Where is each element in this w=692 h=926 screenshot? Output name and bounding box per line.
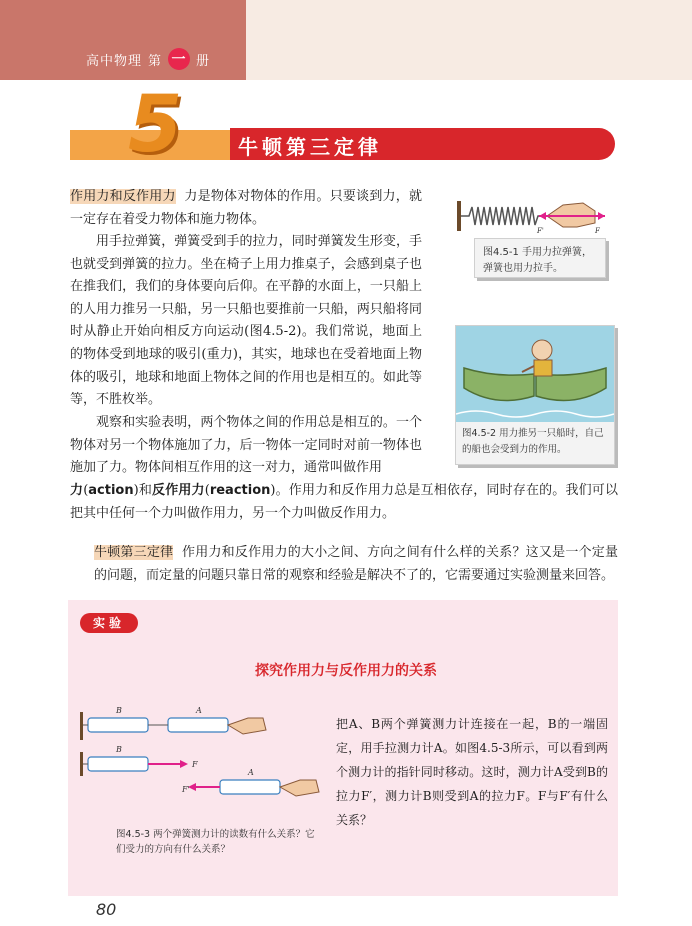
scale-label-b: B	[116, 706, 122, 715]
figure-4-5-2-frame	[455, 325, 615, 465]
scale-label-a: A	[196, 706, 202, 715]
keyword-action-reaction: 作用力和反作用力	[70, 189, 176, 204]
force-label-f-exp: F	[192, 760, 198, 769]
figure-4-5-3-caption: 图4.5-3 两个弹簧测力计的读数有什么关系？它们受力的方向有什么关系？	[116, 829, 315, 855]
page-number: 80	[96, 900, 117, 919]
boats-figure	[456, 326, 614, 422]
section2-paragraph: 牛顿第三定律 作用力和反作用力的大小之间、方向之间有什么样的关系？这又是一个定量的问题，而定量的问题只靠日常的观察和经验是解决不了的，它需要通过实验测量来回答。	[94, 545, 618, 583]
scale-label-a-2: A	[248, 768, 254, 777]
section1-paragraph3-cont: 力(action)和反作用力(reaction)。作用力和反作用力总是互相依存，同时存在的。我们可以把其中任何一个力叫做作用力，另一个力叫做反作用力。	[70, 483, 618, 521]
force-label-f-prime: F'	[537, 227, 544, 235]
section1-paragraph2: 用手拉弹簧，弹簧受到手的拉力，同时弹簧发生形变，手也就受到弹簧的拉力。坐在椅子上用力推桌子，会感到桌子也在推我们，我们的身体要向后仰。在平静的水面上，一只船上的人用力推另一只船，另一只船也要推前一只船，两只船将同时从静止开始向相反方向运动(图4.5-2)。我们常说，地面上的物体受到地球的吸引(重力)，其实，地球也在受着地面上物体的吸引，地球和地面上物体之间的作用也是相互的。如此等等，不胜枚举。	[70, 234, 422, 408]
volume-badge: 一	[168, 48, 190, 70]
running-header	[86, 48, 210, 70]
spring-scales-figure	[78, 700, 326, 810]
section1-paragraph3: 观察和实验表明，两个物体之间的作用总是相互的。一个物体对另一个物体施加了力，后一物体一定同时对前一物体也施加了力。物体间相互作用的这一对力，通常叫做作用	[70, 415, 422, 476]
book-title: 高中物理	[86, 53, 143, 69]
experiment-badge: 实验	[80, 613, 138, 633]
force-label-f: F	[595, 227, 600, 235]
volume-suffix: 册	[196, 53, 211, 69]
keyword-newton-third-law: 牛顿第三定律	[94, 545, 174, 560]
scale-label-b-2: B	[116, 745, 122, 754]
chapter-number: 5	[128, 80, 183, 170]
section1-paragraph1: 作用力和反作用力 力是物体对物体的作用。只要谈到力，就一定存在着受力物体和施力物体。	[70, 189, 422, 227]
volume-prefix: 第	[148, 53, 163, 69]
experiment-text: 把A、B两个弹簧测力计连接在一起，B的一端固定，用手拉测力计A。如图4.5-3所示，可以看到两个测力计的指针同时移动。这时，测力计A受到B的拉力F′，测力计B则受到A的拉力F。F与F′有什么关系？	[336, 717, 608, 827]
force-label-f-prime-exp: F'	[182, 785, 190, 794]
figure-4-5-1-caption: 图4.5-1 手用力拉弹簧，弹簧也用力拉手。	[474, 238, 606, 278]
chapter-title: 牛顿第三定律	[238, 135, 382, 159]
figure-4-5-2-caption: 图4.5-2 用力推另一只船时，自己的船也会受到力的作用。	[462, 428, 604, 455]
spring-hand-figure	[455, 195, 610, 237]
experiment-title: 探究作用力与反作用力的关系	[255, 663, 437, 679]
